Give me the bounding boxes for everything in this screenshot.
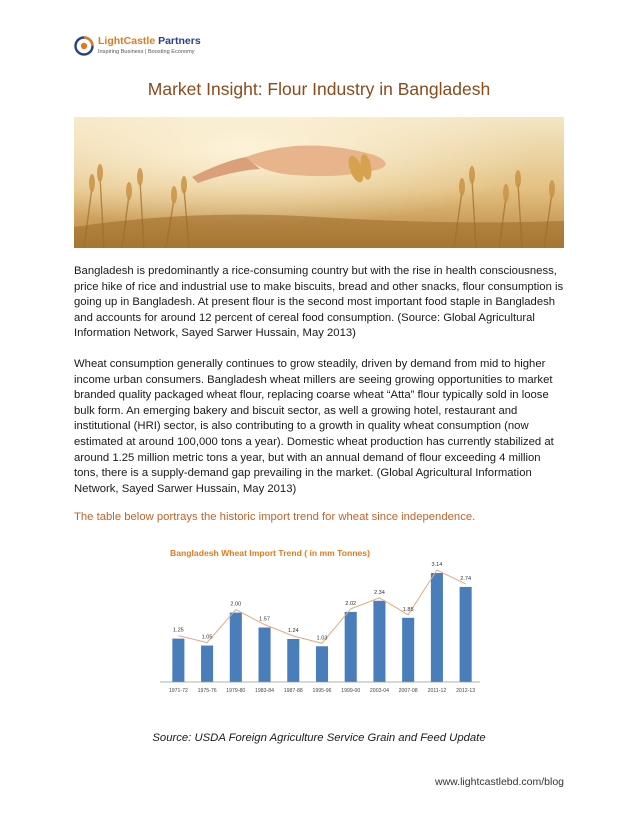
chart-tick-labels — [169, 688, 475, 694]
tick-label-1979-80: 1979-80 — [226, 688, 246, 694]
data-label-1983-84: 1.57 — [259, 616, 270, 623]
bar-1979-80 — [230, 613, 242, 682]
tick-label-1983-84: 1983-84 — [255, 688, 275, 694]
tick-label-2007-08: 2007-08 — [398, 688, 418, 694]
data-label-1975-76: 1.05 — [201, 634, 213, 641]
tick-label-1987-88: 1987-88 — [283, 688, 303, 694]
bar-1995-96 — [316, 646, 328, 682]
bar-2012-13 — [460, 587, 472, 682]
brand-name — [98, 35, 201, 47]
bar-1983-84 — [259, 628, 271, 682]
wheat-import-chart — [150, 542, 490, 708]
data-label-1979-80: 2.00 — [230, 601, 242, 608]
bar-2003-04 — [373, 601, 385, 682]
bar-2011-12 — [431, 573, 443, 682]
tick-label-2003-04: 2003-04 — [369, 688, 389, 694]
tick-label-1975-76: 1975-76 — [197, 688, 217, 694]
brand-name-part1: LightCastle — [98, 35, 156, 47]
chart-title: Bangladesh Wheat Import Trend ( in mm Tonnes) — [170, 548, 370, 558]
intro-paragraph: Bangladesh is predominantly a rice-consuming country but with the rise in health consciousness, price hike of rice and industrial use to make biscuits, bread and other snacks, flour consumption is going up in Bangladesh. At present flour is the second most important food staple in Bangladesh and accounts for around 12 percent of cereal food consumption. (Source: Global Agricultural Information Network, Sayed Sarwer Hussain, May 2013) — [74, 265, 564, 340]
bar-2007-08 — [402, 618, 414, 682]
data-label-2011-12: 3.14 — [431, 562, 443, 569]
bar-1987-88 — [287, 639, 299, 682]
tick-label-2011-12: 2011-12 — [427, 688, 447, 694]
tick-label-2012-13: 2012-13 — [456, 688, 476, 694]
page-title: Market Insight: Flour Industry in Bangladesh — [147, 79, 491, 99]
footer-url-link[interactable]: www.lightcastlebd.com/blog — [435, 776, 564, 788]
chart-bars — [172, 573, 471, 682]
data-label-2003-04: 2.34 — [374, 589, 385, 596]
lightcastle-logo-icon — [74, 36, 94, 56]
tick-label-1999-00: 1999-00 — [341, 688, 361, 694]
brand-logo[interactable] — [74, 34, 234, 62]
bar-1999-00 — [345, 612, 357, 682]
data-label-1995-96: 1.03 — [316, 635, 328, 642]
table-intro-text: The table below portrays the historic import trend for wheat since independence. — [74, 511, 476, 523]
brand-tagline: Inspiring Business | Boosting Economy — [98, 49, 195, 55]
bar-1971-72 — [172, 639, 184, 682]
trend-line — [178, 570, 465, 643]
wheat-field-hero-image — [74, 117, 564, 248]
data-label-1987-88: 1.24 — [287, 627, 299, 634]
tick-label-1971-72: 1971-72 — [168, 688, 188, 694]
data-label-1999-00: 2.02 — [345, 600, 357, 607]
data-label-2007-08: 1.85 — [402, 606, 414, 613]
data-label-1971-72: 1.25 — [172, 627, 184, 634]
bar-1975-76 — [201, 646, 213, 682]
brand-name-part2: Partners — [155, 35, 201, 47]
chart-data-labels — [173, 562, 471, 641]
tick-label-1995-96: 1995-96 — [312, 688, 332, 694]
consumption-paragraph: Wheat consumption generally continues to grow steadily, driven by demand from mid to higher income urban consumers. Bangladesh wheat millers are seeing growing opportunities to market branded quality packaged wheat flour, replacing coarse wheat “Atta” flour typically sold in loose bulk form. An emerging bakery and biscuit sector, as well a growing hotel, restaurant and institutional (HRI) sector, is also contributing to a growth in quality wheat consumption (now estimated at around 100,000 tons a year). Domestic wheat production has currently stabilized at around 1.25 million metric tons a year, but with an annual demand of flour exceeding 4 million tons, there is a supply-demand gap prevailing in the market. (Global Agricultural Information Network, Sayed Sarwer Hussain, May 2013) — [74, 358, 554, 495]
source-caption: Source: USDA Foreign Agriculture Service Grain and Feed Update — [152, 732, 486, 744]
data-label-2012-13: 2.74 — [460, 575, 472, 582]
